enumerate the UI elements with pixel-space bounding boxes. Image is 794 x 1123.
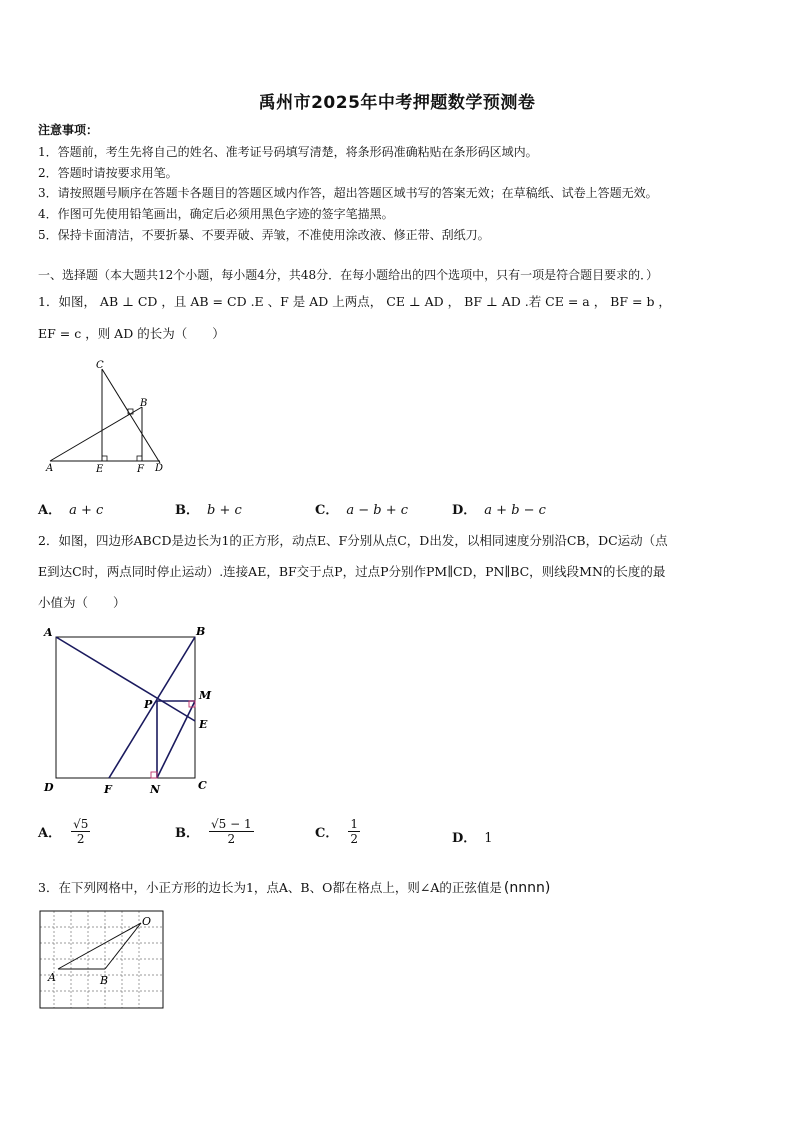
q1-label-b: B [140,398,148,409]
q2-figure [36,620,226,800]
notice-item-2: 2．答题时请按要求用笔。 [38,166,178,180]
q2-label-a: A [44,626,53,639]
notice-heading: 注意事项： [38,123,99,137]
q2-label-c: C [198,779,207,792]
q3-figure [36,905,168,1015]
section-heading: 一、选择题（本大题共12个小题，每小题4分，共48分．在每小题给出的四个选项中，只有一项是符合题目要求的．） [38,268,659,282]
q1-label-c: C [96,360,104,371]
q1-option-c[interactable]: C． a − b + c [315,503,409,518]
notice-item-3: 3．请按照题号顺序在答题卡各题目的答题区域内作答，超出答题区域书写的答案无效；在草稿纸、试卷上答题无效。 [38,186,658,200]
q2-stem-line3: 小值为（ ） [38,595,126,610]
q1-stem-line1: 1．如图， AB ⊥ CD ，且 AB = CD .E 、F 是 AD 上两点， CE ⊥ AD ， BF ⊥ AD .若 CE = a ， BF = b ， [38,294,671,309]
q2-label-d: D [44,781,54,794]
q1-stem-line2: EF = c ，则 AD 的长为（ ） [38,326,225,341]
q2-label-p: P [144,698,153,711]
q3-answer-blank: (nnnn) [503,880,551,896]
q1-option-b[interactable]: B． b + c [175,503,242,518]
notice-item-5: 5．保持卡面清洁，不要折暴、不要弄破、弄皱，不准使用涂改液、修正带、刮纸刀。 [38,228,490,242]
q1-option-d[interactable]: D． a + b − c [452,503,546,518]
notice-item-4: 4．作图可先使用铅笔画出，确定后必须用黑色字迹的签字笔描黑。 [38,207,394,221]
q2-label-e: E [199,718,208,731]
q3-stem: 3．在下列网格中，小正方形的边长为1，点A、B、O都在格点上，则∠A的正弦值是 (nnnn) [38,880,551,896]
q2-label-b: B [196,625,206,638]
q3-label-o: O [142,915,152,928]
q1-label-a: A [46,463,54,474]
q1-label-d: D [155,463,164,474]
q1-label-f: F [137,464,144,475]
q2-label-m: M [199,689,212,702]
q2-option-a[interactable]: A． $\frac{√5}{2}$ [38,817,89,846]
q2-label-n: N [150,783,161,796]
q2-option-c[interactable]: C． $\frac{1}{2}$ [315,817,358,846]
q1-label-e: E [96,464,104,475]
q2-stem-line2: E到达C时，两点同时停止运动）.连接AE，BF交于点P，过点P分别作PM∥CD，PN∥BC，则线段MN的长度的最 [38,564,666,579]
q1-option-a[interactable]: A． a + c [38,503,104,518]
q3-label-a: A [48,971,56,984]
q3-label-b: B [100,974,109,987]
q2-option-d[interactable]: D． 1 [452,831,493,846]
q1-figure [40,355,180,477]
q2-label-f: F [104,783,112,796]
notice-item-1: 1．答题前，考生先将自己的姓名、准考证号码填写清楚，将条形码准确粘贴在条形码区域内。 [38,145,538,159]
q2-stem-line1: 2．如图，四边形ABCD是边长为1的正方形，动点E、F分别从点C，D出发，以相同速度分别沿CB，DC运动（点 [38,533,668,548]
q2-option-b[interactable]: B． $\frac{√5 - 1}{2}$ [175,817,252,846]
page-title: 禹州市2025年中考押题数学预测卷 [258,93,536,113]
